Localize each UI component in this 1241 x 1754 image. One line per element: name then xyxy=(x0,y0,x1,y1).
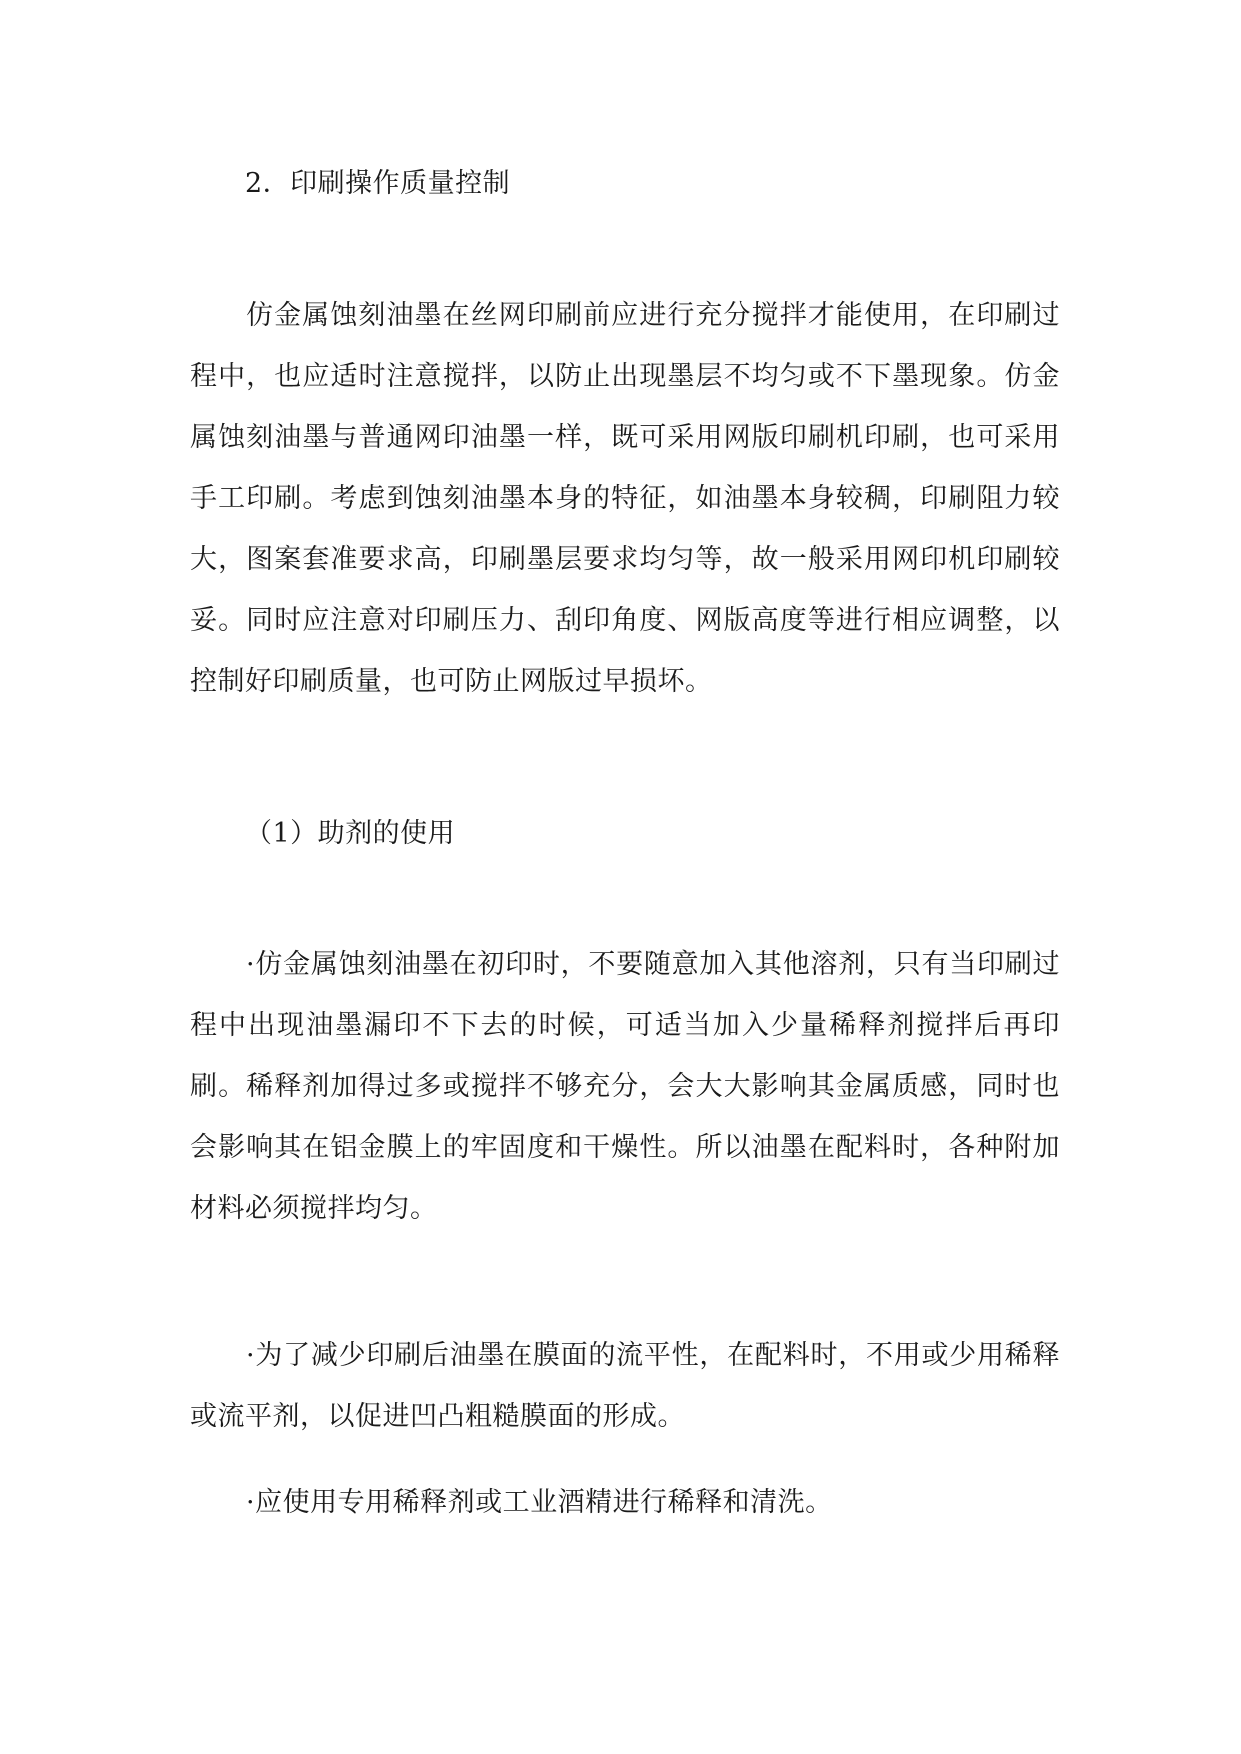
subsection-heading: （1）助剂的使用 xyxy=(245,818,456,849)
body-paragraph: 仿金属蚀刻油墨在丝网印刷前应进行充分搅拌才能使用，在印刷过程中，也应适时注意搅拌，以防止出现墨层不均匀或不下墨现象。仿金属蚀刻油墨与普通网印油墨一样，既可采用网版印刷机印刷，也可采用手工印刷。考虑到蚀刻油墨本身的特征，如油墨本身较稠，印刷阻力较大，图案套准要求高，印刷墨层要求均匀等，故一般采用网印机印刷较妥。同时应注意对印刷压力、刮印角度、网版高度等进行相应调整，以控制好印刷质量，也可防止网版过早损坏。 xyxy=(190,300,1060,697)
body-paragraph: ·仿金属蚀刻油墨在初印时，不要随意加入其他溶剂，只有当印刷过程中出现油墨漏印不下去的时候，可适当加入少量稀释剂搅拌后再印刷。稀释剂加得过多或搅拌不够充分，会大大影响其金属质感，同时也会影响其在铝金膜上的牢固度和干燥性。所以油墨在配料时，各种附加材料必须搅拌均匀。 xyxy=(190,949,1060,1224)
body-paragraph: ·为了减少印刷后油墨在膜面的流平性，在配料时，不用或少用稀释或流平剂，以促进凹凸粗糙膜面的形成。 xyxy=(190,1340,1060,1432)
body-paragraph: ·应使用专用稀释剂或工业酒精进行稀释和清洗。 xyxy=(246,1487,833,1518)
section-heading: 2．印刷操作质量控制 xyxy=(245,168,511,199)
